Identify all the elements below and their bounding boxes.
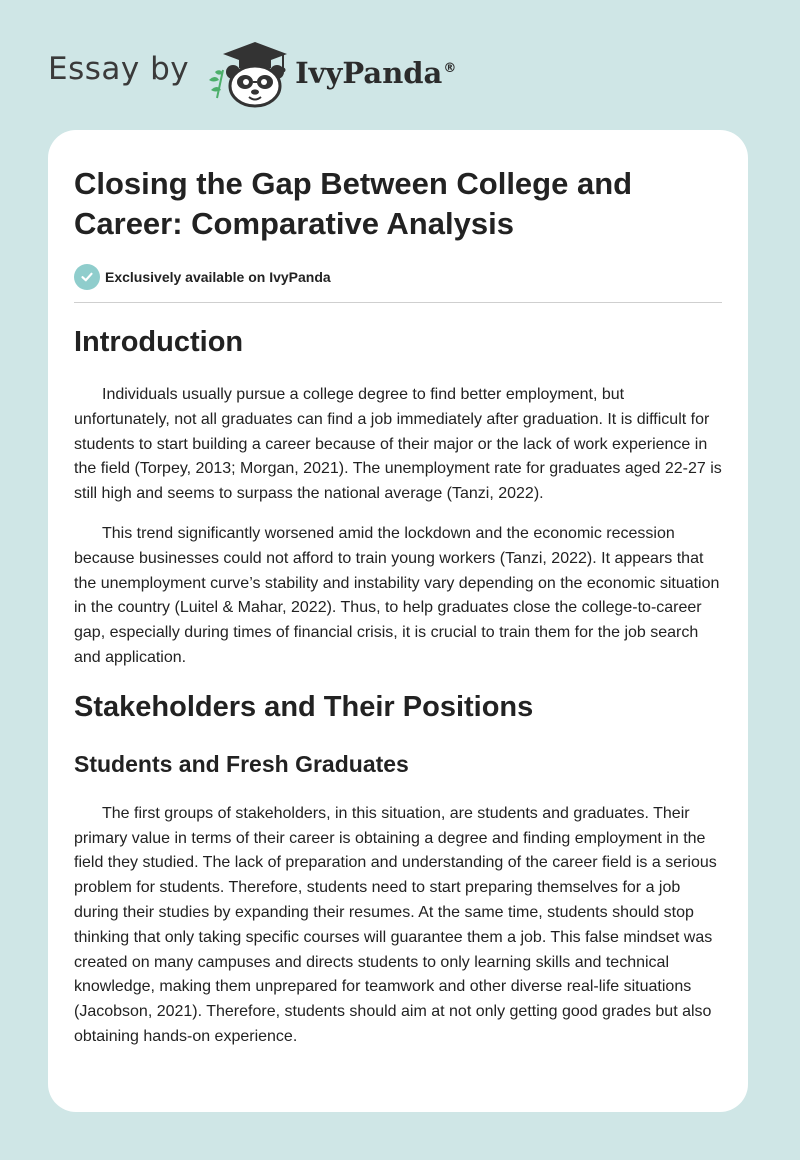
subsection-heading-students: Students and Fresh Graduates [74, 750, 409, 777]
section-heading-stakeholders: Stakeholders and Their Positions [74, 690, 534, 723]
essay-by-label: Essay by [48, 51, 190, 87]
check-circle-icon [74, 264, 100, 290]
site-header [48, 36, 456, 108]
panda-graduate-logo-icon[interactable] [203, 36, 291, 108]
essay-title: Closing the Gap Between College and Career: Comparative Analysis [74, 166, 633, 241]
brand-name[interactable]: IvyPanda® [295, 56, 457, 90]
paragraph: The first groups of stakeholders, in this situation, are students and graduates. Their primary value in terms of their career is obtaining a degree and finding employment in the field they studied. The lack of preparation and understanding of the career field is a serious problem for students. Therefore, students need to start preparing themselves for a job during their studies by expanding their resumes. At the same time, students should stop thinking that only taking specific courses will guarantee them a job. This false mindset was created on many campuses and directs students to only learning skills and technical knowledge, making them unprepared for teamwork and other diverse real-life situations (Jacobson, 2021). Therefore, students should aim at not only getting good grades but also obtaining hands-on experience. [74, 804, 717, 1045]
paragraph: This trend significantly worsened amid the lockdown and the economic recession because businesses could not afford to train young workers (Tanzi, 2022). It appears that the unemployment curve’s stability and instability vary depending on the economic situation in the country (Luitel & Mahar, 2022). Thus, to help graduates close the college-to-career gap, especially during times of financial crisis, it is crucial to train them for the job search and application. [74, 524, 720, 666]
essay-card [48, 130, 748, 1112]
registered-mark: ® [443, 61, 457, 77]
exclusive-badge [74, 264, 722, 290]
section-heading-introduction: Introduction [74, 326, 244, 358]
exclusive-label: Exclusively available on IvyPanda [105, 269, 331, 285]
paragraph: Individuals usually pursue a college degree to find better employment, but unfortunately, not all graduates can find a job immediately after graduation. It is difficult for students to start building a career because of their major or the lack of work experience in the field (Torpey, 2013; Morgan, 2021). The unemployment rate for graduates aged 22-27 is still high and seems to surpass the national average (Tanzi, 2022). [74, 386, 722, 503]
divider [74, 302, 722, 303]
